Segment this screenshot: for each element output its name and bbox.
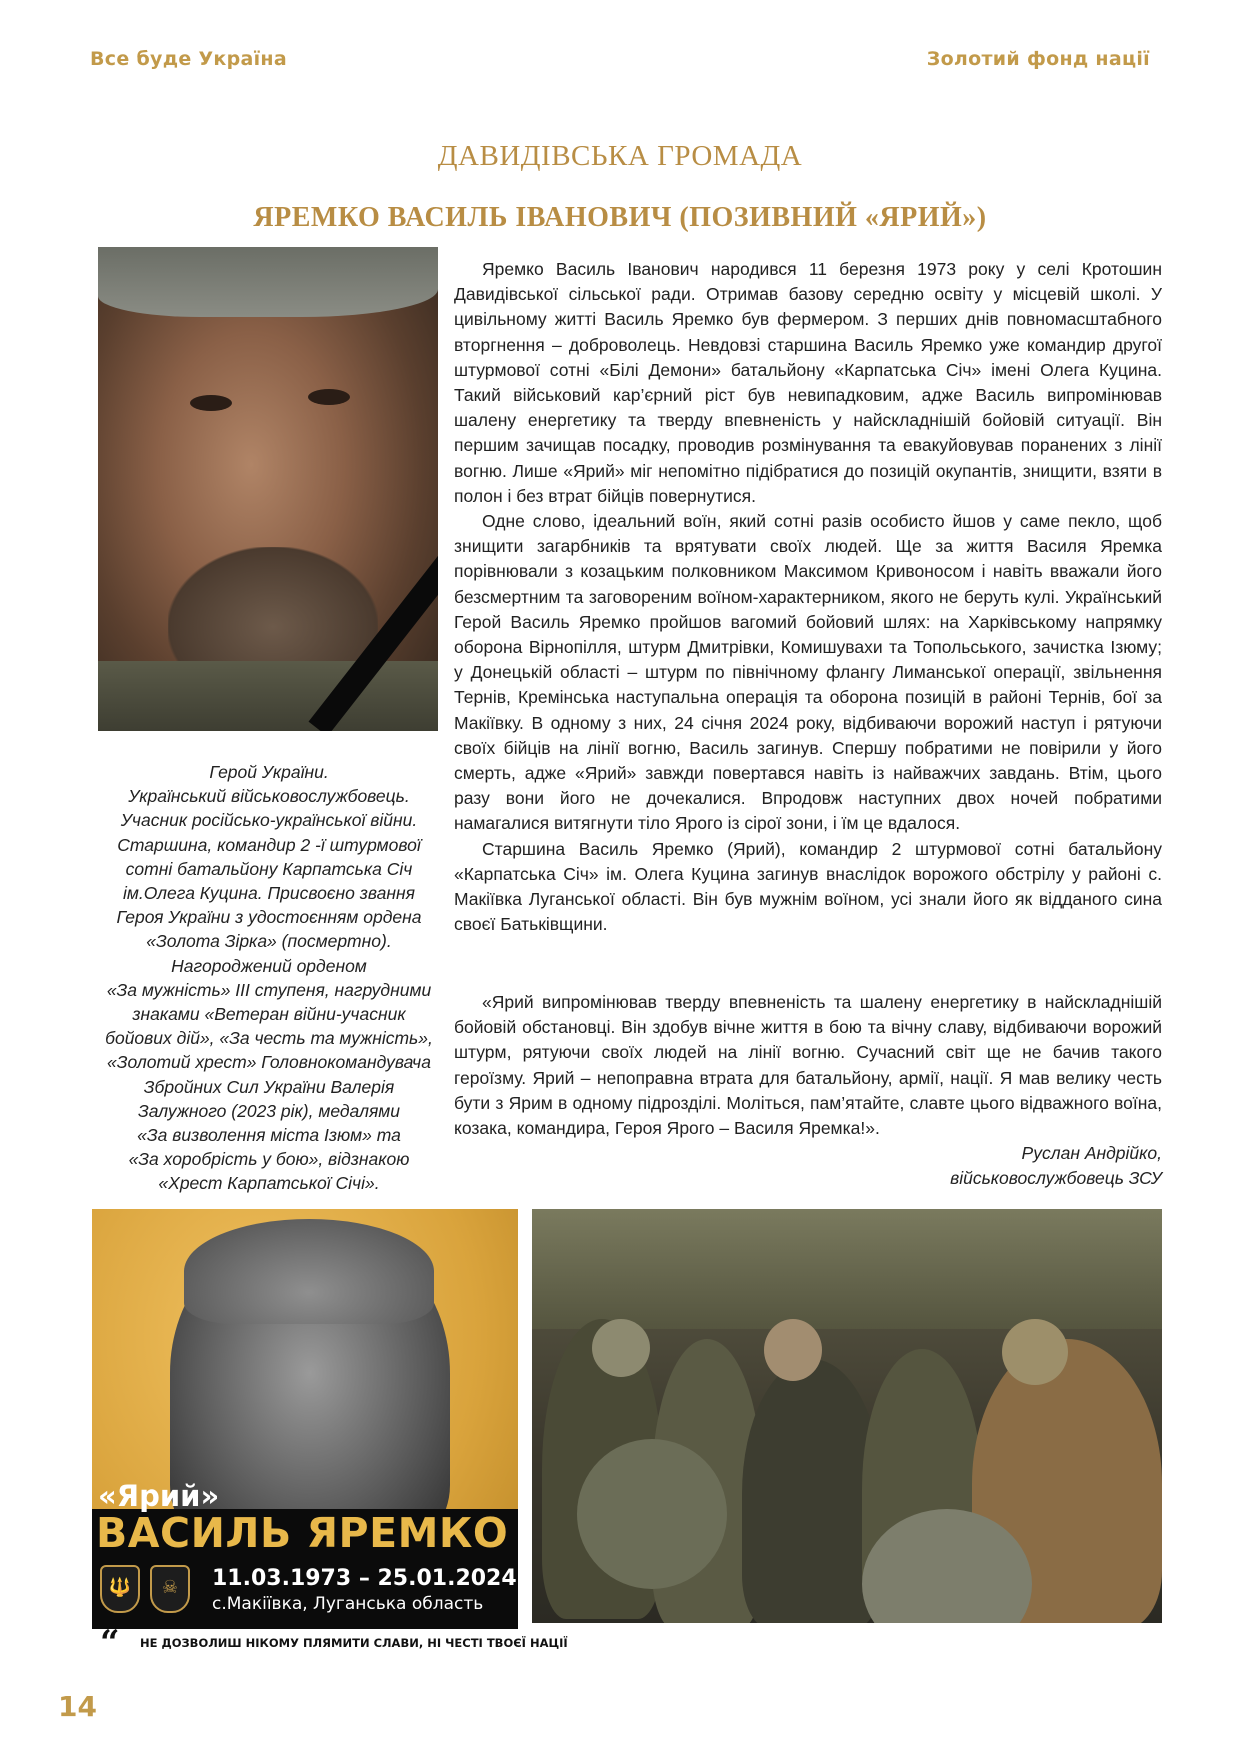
hero-portrait-photo (98, 247, 438, 731)
article-paragraph: Яремко Василь Іванович народився 11 березня 1973 року у селі Кротошин Давидівської сільської ради. Отримав базову середню освіту у місцевій школі. У цивільному житті Василь Яремко був фермером. З перших днів повномасштабного вторгнення – доброволець. Невдовзі старшина Василь Яремко уже командир другої штурмової сотні «Білі Демони» батальйону «Карпатська Січ» імені Олега Куцина. Такий військовий кар’єрний ріст був невипадковим, адже Василь випромінював шалену енергетику та тверду впевненість у найскладнішій бойовій ситуації. Він першим зачищав посадку, проводив розмінування та евакуйовував поранених з лінії вогню. Лише «Ярий» міг непомітно підібратися до позицій окупантів, знищити, взяти в полон і без втрат бійців повернутися. (454, 259, 1162, 506)
article-body (454, 257, 1162, 937)
poster-footer (92, 1623, 568, 1663)
portrait-right-eye (308, 389, 350, 405)
caption-line: Нагороджений орденом (171, 955, 367, 976)
header-left-title: Все буде Україна (90, 48, 287, 70)
signature-role: військовослужбовець ЗСУ (950, 1168, 1162, 1189)
caption-line: Збройних Сил України Валерія (143, 1076, 395, 1097)
caption-line: «Золота Зірка» (посмертно). (146, 931, 392, 952)
caption-line: ім.Олега Куцина. Присвоєно звання (123, 883, 415, 904)
poster-place: с.Макіївка, Луганська область (212, 1594, 484, 1614)
soldiers-group-photo (532, 1209, 1162, 1623)
portrait-cap (98, 247, 438, 317)
person-title: ЯРЕМКО ВАСИЛЬ ІВАНОВИЧ (ПОЗИВНИЙ «ЯРИЙ») (253, 202, 987, 233)
article-paragraph: Одне слово, ідеальний воїн, який сотні разів особисто йшов у саме пекло, щоб знищити загарбників та врятувати своїх людей. Ще за життя Василя Яремка порівнювали з козацьким полковником Максимом Кривоносом і навіть вважали його безсмертним та заговореним воїном-характерником, якого не беруть кулі. Український Герой Василь Яремко пройшов вагомий бойовий шлях: на Харківському напрямку оборона Вірнопілля, штурм Дмитрівки, Комишувахи та Топольського, зачистка Ізюму; у Донецькій області – штурм по північному флангу Лиманської операції, звільнення Тернів, Кремінська наступальна операція та оборона позицій в районі Тернів, бої за Макіївку. В одному з них, 24 січня 2024 року, відбиваючи ворожий наступ і рятуючи своїх бійців на лінії вогню, Василь загинув. Спершу побратими не повірили у його смерть, адже «Ярий» завжди повертався навіть із найважчих завдань. Втім, цього разу вони його не дочекалися. Впродовж наступних двох ночей побратими намагалися витягнути тіло Ярого із сірої зони, і їм це вдалося. (454, 511, 1162, 834)
quote-mark-icon: “ (100, 1623, 120, 1663)
portrait-shirt (98, 661, 438, 731)
caption-line: «За визволення міста Ізюм» та (137, 1125, 401, 1146)
poster-dates: 11.03.1973 – 25.01.2024 (212, 1566, 517, 1591)
caption-line: «Хрест Карпатської Січі». (158, 1173, 380, 1194)
caption-line: знаками «Ветеран війни-учасник (132, 1004, 406, 1025)
caption-line: Учасник російсько-української війни. (120, 810, 418, 831)
caption-line: Героя України з удостоєнням ордена (116, 907, 422, 928)
poster-name: ВАСИЛЬ ЯРЕМКО (96, 1509, 509, 1557)
hero-caption (92, 760, 446, 1196)
caption-line: Залужного (2023 рік), медалями (137, 1100, 401, 1121)
caption-line: «За мужність» ІІІ ступеня, нагрудними (106, 979, 432, 1000)
quote-block (454, 990, 1162, 1141)
caption-line: Герой України. (209, 762, 329, 782)
quote-signature (950, 1141, 1162, 1191)
poster-helmet (184, 1219, 434, 1324)
unit-emblem-icon: ☠ (150, 1565, 190, 1613)
portrait-left-eye (190, 395, 232, 411)
caption-line: «Золотий хрест» Головнокомандувача (107, 1052, 431, 1073)
caption-line: сотні батальйону Карпатська Січ (125, 858, 413, 879)
photo-helmet (592, 1319, 650, 1377)
poster-callsign: «Ярий» (98, 1479, 220, 1513)
page-number: 14 (58, 1690, 97, 1723)
quote-text: «Ярий випромінював тверду впевненість та шалену енергетику в найскладнішій бойовій обстановці. Він здобув вічне життя в бою та вічну славу, відбиваючи ворожий штурм, рятуючи своїх людей на лінії вогню. Сучасний світ ще не бачив такого героїзму. Ярий – непоправна втрата для батальйону, армії, нації. Я мав велику честь бути з Ярим в одному підрозділі. Моліться, пам’ятайте, славте цього відважного воїна, козака, командира, Героя Ярого – Василя Яремка!». (454, 992, 1162, 1139)
caption-line: Старшина, командир 2 -ї штурмової (117, 834, 421, 855)
article-paragraph: Старшина Василь Яремко (Ярий), командир 2 штурмової сотні батальйону «Карпатська Січ» ім. Олега Куцина загинув внаслідок ворожого обстрілу у районі с. Макіївка Луганської області. Він був мужнім воїном, усі знали його як відданого сина своєї Батьківщини. (454, 838, 1162, 935)
photo-helmet (577, 1439, 727, 1589)
photo-face (764, 1319, 822, 1381)
caption-line: Український військовослужбовець. (128, 786, 410, 807)
memorial-poster (92, 1209, 518, 1629)
photo-soldier (742, 1359, 882, 1623)
photo-background (532, 1209, 1162, 1329)
trident-emblem-icon: 🔱 (100, 1565, 140, 1613)
header-right-title: Золотий фонд нації (926, 48, 1150, 70)
caption-line: бойових дій», «За честь та мужність», (105, 1028, 433, 1049)
poster-motto: НЕ ДОЗВОЛИШ НІКОМУ ПЛЯМИТИ СЛАВИ, НІ ЧЕСТІ ТВОЄЇ НАЦІЇ (140, 1636, 568, 1650)
caption-line: «За хоробрість у бою», відзнакою (128, 1149, 410, 1170)
community-title: ДАВИДІВСЬКА ГРОМАДА (437, 140, 803, 172)
photo-cap (1002, 1319, 1068, 1385)
signature-name: Руслан Андрійко, (1021, 1143, 1162, 1163)
